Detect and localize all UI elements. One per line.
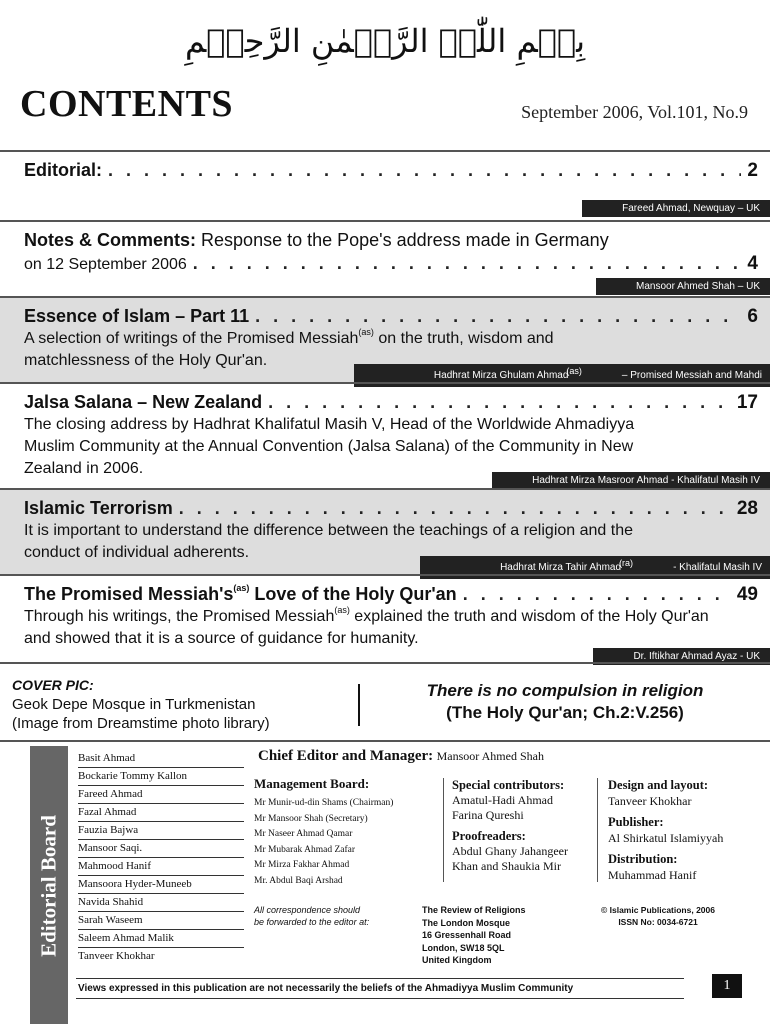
member-name: Navida Shahid: [78, 894, 244, 912]
entry-title: Notes & Comments:: [24, 230, 197, 250]
issue-info: September 2006, Vol.101, No.9: [521, 102, 748, 122]
quote-text: There is no compulsion in religion: [426, 681, 704, 700]
chief-editor: Chief Editor and Manager: Mansoor Ahmed Shah: [258, 748, 544, 764]
entry-description: The closing address by Hadhrat Khalifatul Masih V, Head of the Worldwide Ahmadiyya Muslim Community at the Annual Convention (Jalsa Salana) of the Community in New Zealand in 2006.: [24, 416, 635, 477]
toc-entry-jalsa-salana[interactable]: [0, 382, 770, 488]
editor-address: The Review of Religions The London Mosque 16 Gressenhall Road London, SW18 5QL United Kingdom: [422, 905, 526, 965]
cover-caption: Geok Depe Mosque in Turkmenistan: [12, 696, 256, 713]
entry-title: Editorial:: [24, 160, 103, 180]
page-number: 2: [747, 160, 758, 181]
divider: [358, 684, 360, 726]
cover-label: COVER PIC:: [12, 677, 94, 693]
author-label: Mansoor Ahmed Shah – UK: [596, 278, 770, 295]
entry-subtitle-continuation: on 12 September 2006: [24, 256, 187, 273]
author-label: Hadhrat Mirza Ghulam Ahmad$^{(as)}$ – Promised Messiah and Mahdi: [354, 364, 770, 387]
member-name: Bockarie Tommy Kallon: [78, 768, 244, 786]
toc-entry-islamic-terrorism[interactable]: [0, 488, 770, 574]
page-title: CONTENTS: [20, 83, 234, 125]
correspondence-note: All correspondence should be forwarded to the editor at:: [254, 905, 370, 927]
toc-entry-essence-of-islam[interactable]: [0, 296, 770, 382]
member-name: Mansoor Saqi.: [78, 840, 244, 858]
page-number-box: 1: [712, 974, 742, 998]
toc-entry-editorial[interactable]: [0, 150, 770, 220]
author-label: Hadhrat Mirza Tahir Ahmad$^{(ra)}$ - Khalifatul Masih IV: [420, 556, 770, 579]
page-number: 4: [747, 253, 758, 274]
table-of-contents: [0, 150, 770, 666]
disclaimer: Views expressed in this publication are not necessarily the beliefs of the Ahmadiyya Muslim Community: [76, 978, 684, 999]
member-name: Sarah Waseem: [78, 912, 244, 930]
production-credits: Design and layout: Tanveer Khokhar Publisher: Al Shirkatul Islamiyyah Distribution: Muhammad Hanif: [608, 778, 724, 882]
cover-credit: (Image from Dreamstime photo library): [12, 715, 270, 732]
cover-info: [0, 662, 770, 740]
quote: [370, 680, 760, 724]
member-name: Mahmood Hanif: [78, 858, 244, 876]
quote-reference: (The Holy Qur'an; Ch.2:V.256): [446, 703, 684, 722]
entry-title: Essence of Islam – Part 11: [24, 306, 250, 326]
entry-description: Through his writings, the Promised Messiah$^{(as)}$ explained the truth and wisdom of the Holy Qur'an and showed that it is a source of guidance for humanity.: [24, 605, 709, 647]
copyright-info: © Islamic Publications, 2006 ISSN No: 0034-6721: [601, 905, 715, 927]
author-label: Fareed Ahmad, Newquay – UK: [582, 200, 770, 217]
management-board: Management Board: Mr Munir-ud-din Shams (Chairman) Mr Mansoor Shah (Secretary) Mr Naseer Ahmad Qamar Mr Mubarak Ahmad Zafar Mr Mirza Fakhar Ahmad Mr. Abdul Baqi Arshad: [254, 776, 394, 886]
divider: [597, 778, 598, 882]
toc-entry-promised-messiah-love[interactable]: [0, 574, 770, 666]
editorial-board: [0, 740, 770, 1024]
author-label: Hadhrat Mirza Masroor Ahmad - Khalifatul Masih IV: [492, 472, 770, 489]
entry-description: A selection of writings of the Promised Messiah$^{(as)}$ on the truth, wisdom and matchlessness of the Holy Qur'an.: [24, 327, 554, 369]
member-name: Fareed Ahmad: [78, 786, 244, 804]
member-name: Saleem Ahmad Malik: [78, 930, 244, 948]
divider: [443, 778, 444, 882]
member-name: Fazal Ahmad: [78, 804, 244, 822]
member-name: Fauzia Bajwa: [78, 822, 244, 840]
editorial-board-side-label: Editorial Board: [30, 746, 68, 1024]
entry-title: The Promised $Messiah's^{(as)}$ Love of the Holy Qur'an: [24, 583, 457, 604]
bismillah-calligraphy: بِسۡمِ اللّٰہِ الرَّحۡمٰنِ الرَّحِیۡمِ: [184, 22, 586, 60]
page-number: 28: [736, 498, 758, 519]
entry-description: It is important to understand the difference between the teachings of a religion and the conduct of individual adherents.: [24, 522, 633, 561]
entry-title: Jalsa Salana – New Zealand: [24, 392, 263, 412]
page-number: 17: [736, 392, 758, 413]
page-number: 49: [736, 584, 758, 605]
entry-subtitle: Response to the Pope's address made in Germany: [196, 230, 609, 250]
member-name: Basit Ahmad: [78, 750, 244, 768]
author-label: Dr. Iftikhar Ahmad Ayaz - UK: [593, 648, 770, 665]
toc-entry-notes-comments[interactable]: [0, 220, 770, 296]
member-list: [78, 750, 244, 966]
page-number: 6: [747, 306, 758, 327]
member-name: Mansoora Hyder-Muneeb: [78, 876, 244, 894]
entry-title: Islamic Terrorism: [24, 498, 173, 518]
special-contributors: Special contributors: Amatul-Hadi Ahmad Farina Qureshi Proofreaders: Abdul Ghany Jahangeer Khan and Shaukia Mir: [452, 778, 568, 873]
member-name: Tanveer Khokhar: [78, 950, 155, 962]
